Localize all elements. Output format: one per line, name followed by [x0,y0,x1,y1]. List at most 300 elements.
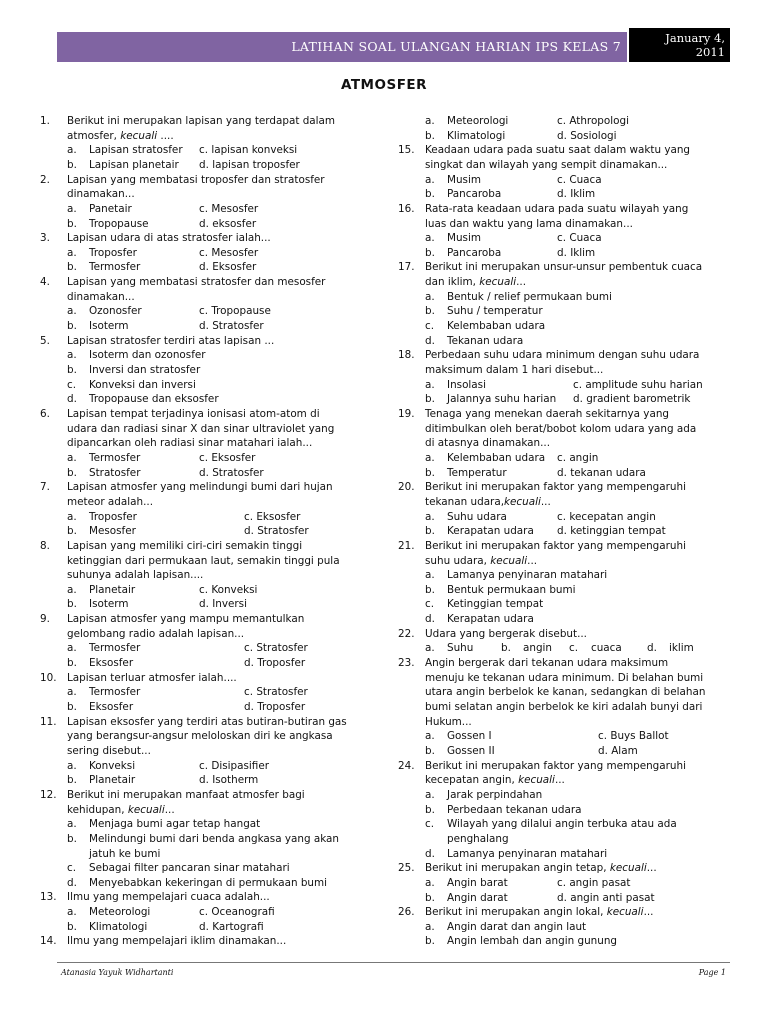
question-text: Berikut ini merupakan lapisan yang terdapat dalam atmosfer, kecuali .... [67,115,336,142]
question-number: 7. [40,481,50,494]
answer-option [199,246,258,261]
option-text: Eksosfer [89,657,134,670]
option-letter: c. [425,818,435,831]
option-letter: b. [425,466,435,479]
option-text: Konveksi [89,759,136,772]
answer-option [199,759,269,774]
option-letter: a. [67,686,77,699]
answer-option [67,759,135,774]
option-text: c. angin [557,451,599,464]
answer-option [425,876,508,891]
option-text: Tropopause dan eksosfer [89,393,219,406]
option-letter: a. [67,202,77,215]
option-text: d. Troposfer [244,700,306,713]
answer-option [557,876,630,891]
question-text: Tenaga yang menekan daerah sekitarnya yang ditimbulkan oleh berat/bobot kolom udara yang ada di atasnya dinamakan... [425,408,697,450]
option-text: d. Iklim [557,188,596,201]
question-number: 6. [40,408,50,420]
answer-option [199,466,264,481]
question [40,334,374,407]
option-text: Melindungi bumi dari benda angkasa yang akan jatuh ke bumi [89,832,340,860]
answer-row [67,656,374,671]
answer-row [67,597,374,612]
answer-option [425,378,486,393]
option-text: c. Eksosfer [244,510,301,523]
option-text: Meteorologi [447,115,509,127]
option-letter: b. [67,598,77,611]
answer-row [67,143,374,158]
option-text: Insolasi [447,378,486,391]
answer-option [244,510,300,525]
option-text: d. eksosfer [199,217,257,230]
option-text: Bentuk / relief permukaan bumi [447,290,612,303]
question-number: 17. [398,261,415,274]
answer-option [647,641,694,656]
option-text: Konveksi dan inversi [89,378,196,391]
answer-option [425,334,732,349]
question-number: 10. [40,671,57,684]
option-text: Isoterm [89,598,129,611]
option-text: Panetair [89,202,132,215]
answer-option [425,847,732,862]
option-letter: a. [425,876,435,889]
answer-option [199,451,255,466]
question-text: Keadaan udara pada suatu saat dalam waktu yang singkat dan wilayah yang sempit dinamakan... [425,144,691,171]
question [398,114,732,143]
option-text: Wilayah yang dilalui angin terbuka atau ada penghalang [447,818,677,845]
answer-row [67,759,374,774]
answer-row [67,905,374,920]
option-text: d. Stratosfer [199,466,264,479]
question [398,759,732,862]
option-text: Bentuk permukaan bumi [447,583,576,596]
question-text: Berikut ini merupakan faktor yang mempengaruhi kecepatan angin, kecuali... [425,759,686,787]
option-letter: a. [425,115,435,127]
answer-row [67,700,374,715]
option-text: c. Mesosfer [199,202,259,215]
option-text: c. amplitude suhu harian [573,378,703,391]
option-letter: b. [425,891,435,904]
option-letter: b. [67,525,77,538]
option-letter: a. [425,920,435,933]
answer-row [67,260,374,275]
answer-option [244,524,309,539]
option-text: c. Buys Ballot [598,730,669,743]
answer-option [67,451,140,466]
option-letter: c. [425,320,435,333]
answer-option [557,187,595,202]
option-letter: b. [67,920,77,933]
answer-option [425,583,732,598]
question-number: 20. [398,481,415,494]
question-text: Lapisan stratosfer terdiri atas lapisan ... [67,334,275,347]
option-letter: b. [425,525,435,538]
question [398,861,732,905]
option-text: Kelembaban udara [447,320,546,333]
option-text: Tropopause [89,217,149,230]
question-text: Lapisan atmosfer yang melindungi bumi dari hujan meteor adalah... [67,481,333,508]
option-letter: a. [67,510,77,523]
option-letter: a. [425,451,435,464]
question-number: 8. [40,539,50,552]
option-text: d. lapisan troposfer [199,158,300,171]
option-text: Termosfer [89,642,141,655]
option-letter: b. [425,745,435,757]
option-text: d. Stratosfer [199,320,264,333]
answer-option [425,304,732,319]
option-text: c. Tropopause [199,305,271,318]
answer-row [425,246,732,261]
question-number: 4. [40,276,50,289]
option-letter: c. [67,378,77,391]
option-text: Temperatur [447,466,507,479]
answer-option [67,158,179,173]
answer-option [425,510,507,525]
answer-row [67,202,374,217]
answer-option [244,641,308,656]
answer-option [557,891,655,906]
option-text: Klimatologi [89,920,148,933]
option-text: Isoterm dan ozonosfer [89,349,206,362]
answer-option [425,187,501,202]
option-letter: b. [425,305,435,318]
question-text: Lapisan eksosfer yang terdiri atas butiran-butiran gas yang berangsur-angsur meloloskan diri ke angkasa sering disebut... [67,715,347,757]
answer-row [67,158,374,173]
answer-row [425,744,732,759]
option-text: Suhu udara [447,510,507,523]
option-letter: a. [67,583,77,596]
question-number: 15. [398,144,415,157]
answer-row [425,524,732,539]
answer-option [199,905,275,920]
option-letter: a. [67,759,77,772]
answer-option [67,319,129,334]
option-text: d. ketinggian tempat [557,525,666,538]
question-number: 9. [40,613,50,626]
answer-option [199,143,297,158]
answer-option [425,597,732,612]
option-letter: a. [67,246,77,259]
option-letter: a. [67,349,77,362]
footer-author: Atanasia Yayuk Widhartanti [61,968,174,977]
answer-row [425,510,732,525]
answer-option [199,920,264,935]
answer-option [425,729,492,744]
answer-option [425,744,495,759]
option-text: d. Kartografi [199,920,264,933]
question-text: Berikut ini merupakan faktor yang mempengaruhi tekanan udara,kecuali... [425,481,686,508]
option-text: d. Eksosfer [199,261,257,274]
header-date [629,28,730,62]
option-letter: d. [425,334,435,347]
option-text: Musim [447,232,481,245]
answer-option [425,891,508,906]
question-number: 1. [40,115,50,127]
option-letter: a. [425,232,435,245]
answer-option [557,466,646,481]
answer-option [425,246,501,261]
option-letter: b. [67,657,77,670]
option-letter: b. [67,832,77,845]
answer-option [501,641,552,656]
option-letter: a. [67,144,77,157]
option-text: cuaca [591,642,622,655]
option-text: c. Cuaca [557,173,602,186]
answer-option [425,392,556,407]
option-letter: a. [425,642,435,655]
option-letter: b. [425,393,435,406]
option-letter: d. [67,393,77,406]
answer-option [67,363,374,378]
option-text: Lamanya penyinaran matahari [447,847,608,860]
option-letter: a. [67,906,77,919]
option-letter: d. [425,847,435,860]
option-text: Angin darat [447,891,508,904]
question [40,788,374,891]
option-text: d. Sosiologi [557,129,617,142]
answer-option [557,510,656,525]
option-text: d. Alam [598,745,638,757]
answer-row [425,876,732,891]
question-number: 19. [398,408,415,420]
question-text: Ilmu yang mempelajari cuaca adalah... [67,891,270,904]
answer-row [67,524,374,539]
option-text: Ozonosfer [89,305,142,318]
answer-option [425,788,732,803]
option-letter: d. [67,876,77,889]
question-text: Lapisan udara di atas stratosfer ialah... [67,232,271,245]
answer-option [199,583,257,598]
question-number: 3. [40,232,50,245]
option-text: Termosfer [89,686,141,699]
option-text: Angin barat [447,876,508,889]
answer-option [67,876,374,891]
answer-row [67,304,374,319]
option-text: c. Eksosfer [199,451,256,464]
date-line-2: 2011 [695,45,725,59]
option-text: Angin darat dan angin laut [447,920,587,933]
option-text: Menjaga bumi agar tetap hangat [89,818,261,831]
option-text: c. Disipasifier [199,759,269,772]
answer-option [425,920,732,935]
answer-option [67,685,140,700]
answer-row [67,641,374,656]
question-text: Berikut ini merupakan faktor yang mempengaruhi suhu udara, kecuali... [425,539,686,567]
answer-option [67,597,129,612]
option-letter: c. [67,862,77,875]
question-text: Rata-rata keadaan udara pada suatu wilayah yang luas dan waktu yang lama dinamakan... [425,202,689,230]
answer-option [67,773,135,788]
question [40,715,374,788]
answer-option [67,260,140,275]
answer-row [67,773,374,788]
answer-option [557,129,617,144]
answer-option [425,524,534,539]
option-text: Stratosfer [89,466,141,479]
answer-option [573,392,690,407]
option-text: Pancaroba [447,188,502,201]
option-text: d. angin anti pasat [557,891,655,904]
option-text: Suhu [447,642,474,655]
answer-option [425,231,481,246]
answer-option [67,583,135,598]
option-letter: a. [67,451,77,464]
right-column [398,114,732,949]
answer-row [425,231,732,246]
question [398,656,732,759]
question [40,539,374,612]
option-letter: b. [67,320,77,333]
option-text: Jarak perpindahan [447,788,543,801]
option-text: Menyebabkan kekeringan di permukaan bumi [89,876,328,889]
option-text: d. Troposfer [244,657,306,670]
answer-option [425,803,732,818]
answer-option [425,817,732,846]
option-text: c. Athropologi [557,115,629,127]
option-letter: b. [67,700,77,713]
footer-page: Page 1 [698,968,726,977]
answer-option [67,466,140,481]
option-letter: b. [425,935,435,948]
answer-option [557,451,598,466]
question-number: 23. [398,657,415,670]
answer-option [67,378,374,393]
question-number: 21. [398,539,415,552]
answer-row [67,217,374,232]
question [398,143,732,202]
option-letter: a. [425,569,435,582]
option-letter: b. [67,774,77,787]
option-letter: b. [425,583,435,596]
answer-option [425,612,732,627]
answer-row [67,583,374,598]
option-text: angin [523,642,553,655]
option-text: Kelembaban udara [447,451,546,464]
question-text: Berikut ini merupakan manfaat atmosfer bagi kehidupan, kecuali... [67,788,305,816]
option-letter: a. [425,290,435,303]
question [398,348,732,407]
option-text: Troposfer [89,246,137,259]
option-text: c. lapisan konveksi [199,144,298,157]
question-text: Lapisan atmosfer yang mampu memantulkan gelombang radio adalah lapisan... [67,613,305,640]
question [40,275,374,334]
option-text: Planetair [89,583,136,596]
option-letter: b. [425,188,435,201]
option-text: Planetair [89,774,136,787]
option-letter: b. [67,466,77,479]
question-number: 25. [398,862,415,875]
answer-row [425,173,732,188]
answer-option [557,524,666,539]
question [40,890,374,934]
answer-option [557,173,602,188]
answer-row [425,378,732,393]
answer-option [199,773,258,788]
answer-row [425,114,732,129]
option-text: Termosfer [89,451,141,464]
question [40,407,374,480]
answer-option [67,392,374,407]
question-number: 5. [40,334,50,347]
answer-option [67,143,183,158]
question-number: 14. [40,935,57,948]
answer-option [199,158,300,173]
answer-option [244,700,305,715]
answer-row [67,451,374,466]
option-text: c. Mesosfer [199,246,259,259]
option-letter: a. [67,642,77,655]
question-text: Lapisan tempat terjadinya ionisasi atom-atom di udara dan radiasi sinar X dan sinar ultraviolet yang dipancarkan oleh radiasi sinar matahari ialah... [67,408,335,450]
answer-option [67,832,374,861]
answer-option [199,217,256,232]
question [40,612,374,671]
option-letter: b. [67,261,77,274]
answer-option [67,202,132,217]
answer-option [425,466,507,481]
answer-option [425,641,473,656]
footer-divider [57,962,730,963]
option-text: iklim [669,642,694,655]
answer-option [199,202,258,217]
question-number: 12. [40,788,57,801]
option-text: Eksosfer [89,700,134,713]
left-column [40,114,374,949]
option-text: Lapisan planetair [89,158,179,171]
question [398,407,732,480]
question [40,231,374,275]
option-text: Mesosfer [89,525,136,538]
answer-option [67,905,150,920]
answer-row [425,392,732,407]
answer-option [67,510,137,525]
option-text: Ketinggian tempat [447,598,544,611]
option-text: d. tekanan udara [557,466,646,479]
question-text: Lapisan yang membatasi stratosfer dan mesosfer dinamakan... [67,276,326,303]
question-text: Berikut ini merupakan unsur-unsur pembentuk cuaca dan iklim, kecuali... [425,261,703,289]
question-text: Lapisan yang memiliki ciri-ciri semakin tinggi ketinggian dari permukaan laut, semakin tinggi pula suhunya adalah lapisan.... [67,539,340,582]
question-number: 16. [398,202,415,215]
answer-option [67,246,137,261]
option-text: d. Inversi [199,598,247,611]
option-text: Isoterm [89,320,129,333]
option-letter: c. [569,642,579,655]
answer-row [425,729,732,744]
answer-option [557,114,629,129]
answer-option [244,685,308,700]
answer-row [425,891,732,906]
option-text: Lapisan stratosfer [89,144,183,157]
question-number: 2. [40,173,50,186]
question-text: Angin bergerak dari tekanan udara maksimum menuju ke tekanan udara minimum. Di belahan bumi utara angin berbelok ke kanan, sedangkan di belahan bumi selatan angin berbelok ke kiri adalah bunyi dari Hukum... [425,657,706,728]
option-letter: a. [67,818,77,831]
question [40,480,374,539]
answer-option [598,729,669,744]
option-letter: b. [501,642,511,655]
page-title: ATMOSFER [340,77,428,93]
answer-option [557,231,602,246]
option-letter: a. [425,173,435,186]
answer-row [67,685,374,700]
answer-option [67,641,140,656]
answer-option [557,246,595,261]
question [398,480,732,539]
option-text: d. gradient barometrik [573,393,691,406]
option-text: Angin lembah dan angin gunung [447,935,618,948]
option-letter: a. [67,305,77,318]
answer-option [425,319,732,334]
question-text: Lapisan terluar atmosfer ialah.... [67,671,237,684]
question [40,934,374,949]
